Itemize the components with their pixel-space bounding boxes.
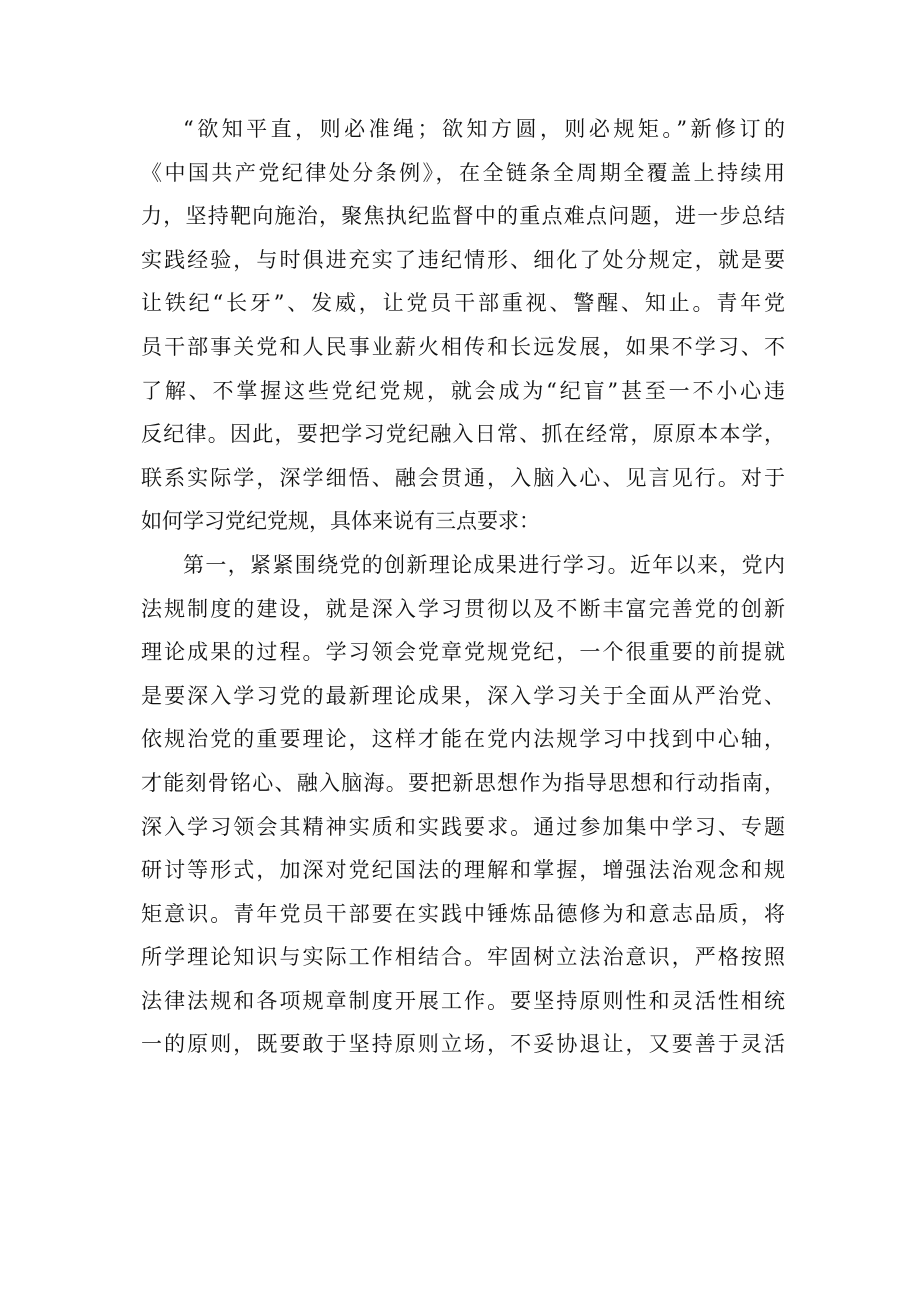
text-line: 如何学习党纪党规，具体来说有三点要求： [141, 509, 540, 534]
text-line: 研讨等形式，加深对党纪国法的理解和掌握，增强法治观念和规 [141, 858, 785, 883]
text-line: 才能刻骨铭心、融入脑海。要把新思想作为指导思想和行动指南， [141, 770, 785, 795]
paragraph-point-one [141, 544, 785, 1067]
text-line: 第一，紧紧围绕党的创新理论成果进行学习。近年以来，党内 [183, 552, 785, 577]
text-line: 是要深入学习党的最新理论成果，深入学习关于全面从严治党、 [141, 683, 785, 708]
text-line: 实践经验，与时俱进充实了违纪情形、细化了处分规定，就是要 [141, 247, 785, 272]
text-line: 员干部事关党和人民事业薪火相传和长远发展，如果不学习、不 [141, 334, 785, 359]
text-line: 反纪律。因此，要把学习党纪融入日常、抓在经常，原原本本学， [141, 422, 785, 447]
text-line: 一的原则，既要敢于坚持原则立场，不妥协退让，又要善于灵活 [141, 1032, 785, 1057]
text-line: 了解、不掌握这些党纪党规，就会成为“纪盲”甚至一不小心违 [141, 378, 785, 403]
document-body [141, 108, 785, 1067]
text-line: “欲知平直，则必准绳；欲知方圆，则必规矩。”新修订的 [183, 117, 785, 141]
text-line: 理论成果的过程。学习领会党章党规党纪，一个很重要的前提就 [141, 640, 785, 665]
text-line: 联系实际学，深学细悟、融会贯通，入脑入心、见言见行。对于 [141, 465, 785, 490]
text-line: 《中国共产党纪律处分条例》，在全链条全周期全覆盖上持续用 [141, 160, 785, 185]
text-line: 深入学习领会其精神实质和实践要求。通过参加集中学习、专题 [141, 814, 785, 839]
text-line: 依规治党的重要理论，这样才能在党内法规学习中找到中心轴， [141, 727, 785, 752]
text-line: 法律法规和各项规章制度开展工作。要坚持原则性和灵活性相统 [141, 988, 785, 1013]
text-line: 力，坚持靶向施治，聚焦执纪监督中的重点难点问题，进一步总结 [141, 204, 785, 229]
text-line: 所学理论知识与实际工作相结合。牢固树立法治意识，严格按照 [141, 945, 785, 970]
paragraph-intro [141, 108, 785, 544]
text-line: 法规制度的建设，就是深入学习贯彻以及不断丰富完善党的创新 [141, 596, 785, 621]
text-line: 让铁纪“长牙”、发威，让党员干部重视、警醒、知止。青年党 [141, 291, 785, 316]
text-line: 矩意识。青年党员干部要在实践中锤炼品德修为和意志品质，将 [141, 901, 785, 926]
